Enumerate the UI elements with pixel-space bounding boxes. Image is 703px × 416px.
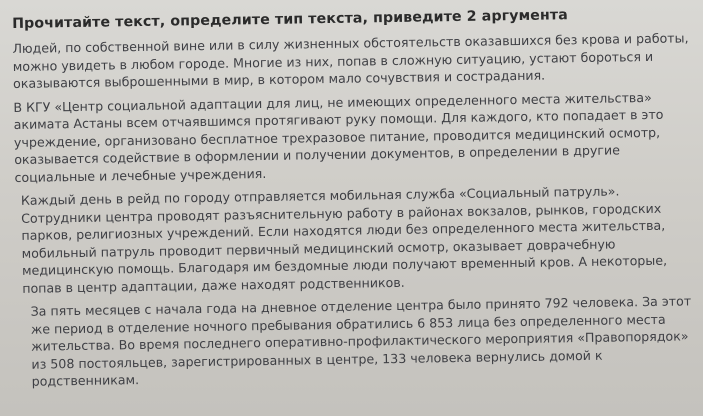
text-content bbox=[10, 5, 696, 393]
paragraph-4: За пять месяцев с начала года на дневное отделение центра было принято 792 человека. За этот же период в отделение ночного пребывания обратились 6 853 лица без определенного места жительства. Во время последнего оперативно-профилактического мероприятия «Правопорядок» из 508 постояльцев, зарегистрированных в центре, 133 человека вернулись домой к родственникам. bbox=[30, 293, 692, 389]
paragraph-3: Каждый день в рейд по городу отправляется мобильная служба «Социальный патруль». Сотрудники центра проводят разъяснительную работу в районах вокзалов, рынков, городских парков, религиозных учреждений. Если находятся люди без определенного места жительства, мобильный патруль проводит первичный медицинский осмотр, оказывает доврачебную медицинскую помощь. Благодаря им бездомные люди получают временный кров. А некоторые, попав в центр адаптации, даже находят родственников. bbox=[20, 183, 668, 296]
paragraph-1: Людей, по собственной вине или в силу жизненных обстоятельств оказавшихся без крова и работы, можно увидеть в любом городе. Многие из них, попав в сложную ситуацию, устают бороться и оказываются выброшенными в мир, в котором мало сочувствия и сострадания. bbox=[12, 30, 689, 91]
paragraph-2: В КГУ «Центр социальной адаптации для лиц, не имеющих определенного места жительства» акимата Астаны всем отчаявшимся протягивают руку помощи. Для каждого, кто попадает в это учреждение, организовано бесплатное трехразовое питание, проводится медицинский осмотр, оказывается содействие в оформлении и получении документов, в определении в другие социальные и лечебные учреждения. bbox=[13, 89, 664, 185]
task-heading: Прочитайте текст, определите тип текста, приведите 2 аргумента bbox=[11, 7, 568, 32]
